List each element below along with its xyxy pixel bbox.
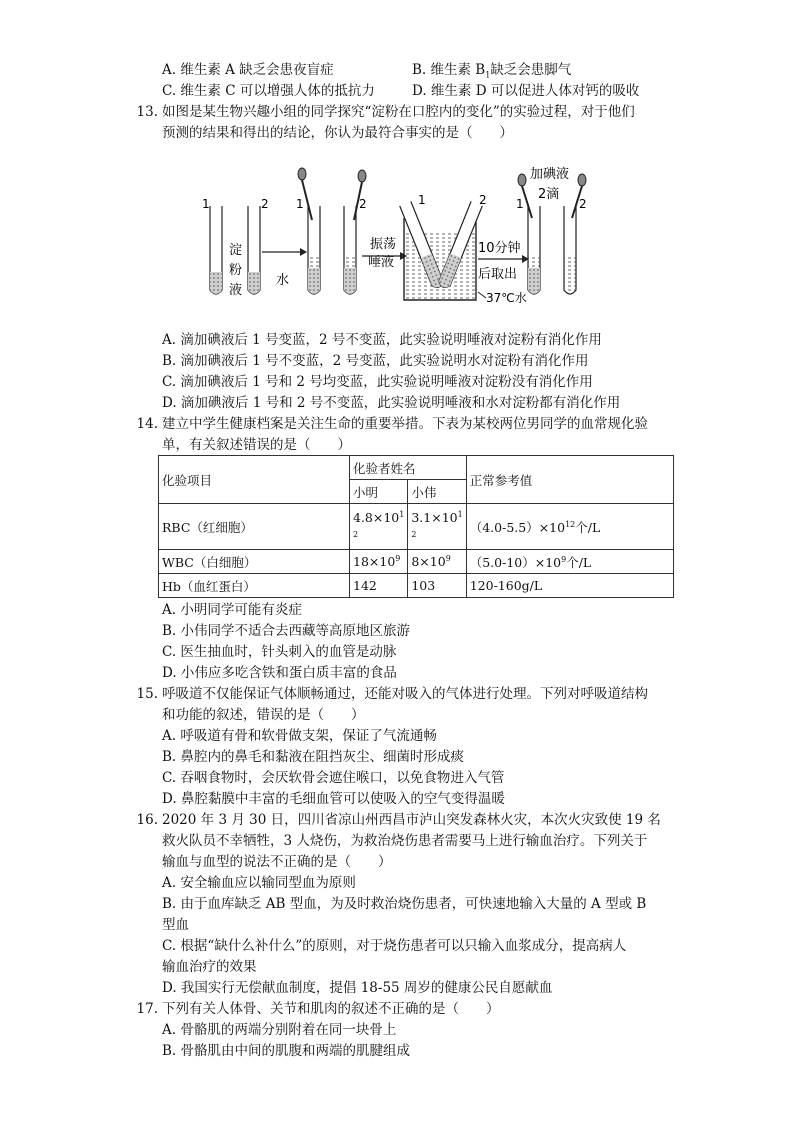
starch-label-char2: 粉 <box>229 263 243 278</box>
value: 8×10 <box>411 554 446 570</box>
cell-xiaoming <box>350 504 408 550</box>
header-reference: 正常参考值 <box>466 456 673 504</box>
q16-option-c-line1: C. 根据“缺什么补什么”的原则，对于烧伤患者可以只输入血浆成分，提高病人 <box>162 938 627 954</box>
dropper-iodine-2 <box>572 174 586 218</box>
cell-reference <box>466 550 673 574</box>
q17-number: 17. <box>136 1001 158 1017</box>
exponent: 9 <box>395 553 401 563</box>
stage2-label-1: 1 <box>296 197 304 211</box>
q12-option-d: D. 维生素 D 可以促进人体对钙的吸收 <box>412 83 640 99</box>
ten-minutes-label: 10分钟 <box>478 241 521 256</box>
header-xiaowei: 小伟 <box>408 480 466 504</box>
q16-option-a: A. 安全输血应以输同型血为原则 <box>162 875 356 891</box>
table-row-hb <box>159 574 674 598</box>
cell-xiaoming: 142 <box>350 574 408 598</box>
iodine-label: 加碘液 <box>530 167 570 182</box>
q17-stem-line1: 下列有关人体骨、关节和肌肉的叙述不正确的是（ ） <box>162 1001 500 1017</box>
cell-item: WBC（白细胞） <box>159 550 350 574</box>
q12-option-c: C. 维生素 C 可以增强人体的抵抗力 <box>162 83 375 99</box>
q15-stem-line2: 和功能的叙述，错误的是（ ） <box>162 707 365 723</box>
cell-item: RBC（红细胞） <box>159 504 350 550</box>
q16-stem-line1: 2020 年 3 月 30 日，四川省凉山州西昌市泸山突发森林火灾，本次火灾致使 19 名 <box>162 812 661 828</box>
stage4-tube-2 <box>564 206 576 294</box>
cell-xiaowei: 103 <box>408 574 466 598</box>
q13-stem-line1: 如图是某生物兴趣小组的同学探究“淀粉在口腔内的变化”的实验过程，对于他们 <box>162 104 635 120</box>
q13-number: 13. <box>136 104 158 120</box>
cell-xiaowei <box>408 550 466 574</box>
bath-temperature-label: 37℃水 <box>486 291 527 305</box>
value: 3.1×10 <box>411 510 458 526</box>
exponent: 9 <box>445 553 451 563</box>
q16-option-b-line1: B. 由于血库缺乏 AB 型血，为及时救治烧伤患者，可快速地输入大量的 A 型或 B <box>162 896 647 912</box>
exponent: 1 <box>457 510 463 520</box>
dropper-saliva <box>354 170 366 220</box>
table-row-wbc <box>159 550 674 574</box>
cell-xiaoming <box>350 550 408 574</box>
header-item: 化验项目 <box>159 456 350 504</box>
q12-option-a: A. 维生素 A 缺乏会患夜盲症 <box>162 62 334 78</box>
q12-option-b-text: B. 维生素 B <box>412 62 486 78</box>
q15-number: 15. <box>136 686 158 702</box>
arrow-3 <box>478 255 529 263</box>
q12-option-b-tail: 缺乏会患脚气 <box>490 62 572 78</box>
q13-option-a: A. 滴加碘液后 1 号变蓝，2 号不变蓝，此实验说明唾液对淀粉有消化作用 <box>162 332 602 348</box>
stage4-label-2: 2 <box>579 197 587 211</box>
q14-option-c: C. 医生抽血时，针头刺入的血管是动脉 <box>162 644 397 660</box>
header-names: 化验者姓名 <box>350 456 467 480</box>
exponent: 9 <box>561 554 567 564</box>
stage4-tube-1 <box>528 206 540 294</box>
q15-stem-line1: 呼吸道不仅能保证气体顺畅通过，还能对吸入的气体进行处理。下列对呼吸道结构 <box>162 686 648 702</box>
exponent-wrap: 2 <box>411 529 417 539</box>
q15-option-d: D. 鼻腔黏膜中丰富的毛细血管可以使吸入的空气变得温暖 <box>162 791 505 807</box>
q14-option-d: D. 小伟应多吃含铁和蛋白质丰富的食品 <box>162 665 397 681</box>
exponent-wrap: 2 <box>353 529 359 539</box>
value: （5.0-10）×10 <box>469 554 562 570</box>
cell-reference <box>466 504 673 550</box>
q13-stem-line2: 预测的结果和得出的结论，你认为最符合事实的是（ ） <box>162 125 513 141</box>
value: 18×10 <box>353 554 396 570</box>
q13-option-d: D. 滴加碘液后 1 号和 2 号不变蓝，此实验说明唾液和水对淀粉都有消化作用 <box>162 395 621 411</box>
q14-number: 14. <box>136 416 158 432</box>
iodine-drops-label: 2滴 <box>538 187 560 202</box>
q15-option-a: A. 呼吸道有骨和软骨做支架，保证了气流通畅 <box>162 728 437 744</box>
stage2-label-2: 2 <box>359 197 367 211</box>
q15-option-c: C. 吞咽食物时，会厌软骨会遮住喉口，以免食物进入气管 <box>162 770 505 786</box>
stage1-tube-2 <box>248 206 260 294</box>
stage4-label-1: 1 <box>516 197 524 211</box>
q17-option-a: A. 骨骼肌的两端分别附着在同一块骨上 <box>162 1022 397 1038</box>
q13-option-c: C. 滴加碘液后 1 号和 2 号均变蓝，此实验说明唾液对淀粉没有消化作用 <box>162 374 593 390</box>
water-bath-beaker <box>400 201 483 300</box>
q14-option-b: B. 小伟同学不适合去西藏等高原地区旅游 <box>162 623 411 639</box>
water-label: 水 <box>276 273 290 288</box>
bath-label-1: 1 <box>418 193 426 207</box>
value: 4.8×10 <box>353 510 400 526</box>
q17-option-b: B. 骨骼肌由中间的肌腹和两端的肌腱组成 <box>162 1043 411 1059</box>
unit: 个/L <box>575 519 601 535</box>
q15-option-b: B. 鼻腔内的鼻毛和黏液在阻挡灰尘、细菌时形成痰 <box>162 749 465 765</box>
dropper-water <box>298 168 312 220</box>
saliva-label: 唾液 <box>368 255 395 270</box>
blood-test-table <box>158 455 674 598</box>
table-row-rbc <box>159 504 674 550</box>
q14-stem-line2: 单，有关叙述错误的是（ ） <box>162 437 351 453</box>
cell-xiaowei <box>408 504 466 550</box>
cell-reference: 120-160g/L <box>466 574 673 598</box>
starch-label-char1: 淀 <box>229 243 243 258</box>
q14-stem-line1: 建立中学生健康档案是关注生命的重要举措。下表为某校两位男同学的血常规化验 <box>162 416 648 432</box>
q16-stem-line3: 输血与血型的说法不正确的是（ ） <box>162 854 392 870</box>
shake-label: 振荡 <box>370 237 397 252</box>
stage1-label-2: 2 <box>261 197 269 211</box>
stage1-tube-1 <box>210 206 222 294</box>
header-xiaoming: 小明 <box>350 480 408 504</box>
stage1-label-1: 1 <box>202 197 210 211</box>
unit: 个/L <box>566 554 592 570</box>
q16-stem-line2: 救火队员不幸牺牲，3 人烧伤，为救治烧伤患者需要马上进行输血治疗。下列关于 <box>162 833 648 849</box>
value: （4.0-5.5）×10 <box>469 519 566 535</box>
starch-label-char3: 液 <box>229 283 243 298</box>
q16-option-d: D. 我国实行无偿献血制度，提倡 18-55 周岁的健康公民自愿献血 <box>162 980 553 996</box>
q16-option-b-line2: 型血 <box>162 917 189 933</box>
q12-option-b-subscript: 1 <box>485 70 491 80</box>
take-out-label: 后取出 <box>478 267 518 282</box>
exponent: 12 <box>565 519 576 529</box>
q16-option-c-line2: 输血治疗的效果 <box>162 959 257 975</box>
cell-item: Hb（血红蛋白） <box>159 574 350 598</box>
bath-label-2: 2 <box>479 193 487 207</box>
arrow-1 <box>262 248 307 256</box>
q14-option-a: A. 小明同学可能有炎症 <box>162 602 302 618</box>
q13-option-b: B. 滴加碘液后 1 号不变蓝，2 号变蓝，此实验说明水对淀粉有消化作用 <box>162 353 589 369</box>
q16-number: 16. <box>136 812 158 828</box>
q13-experiment-figure <box>196 160 606 310</box>
exponent: 1 <box>399 510 405 520</box>
stage2-tube-1 <box>308 206 320 294</box>
